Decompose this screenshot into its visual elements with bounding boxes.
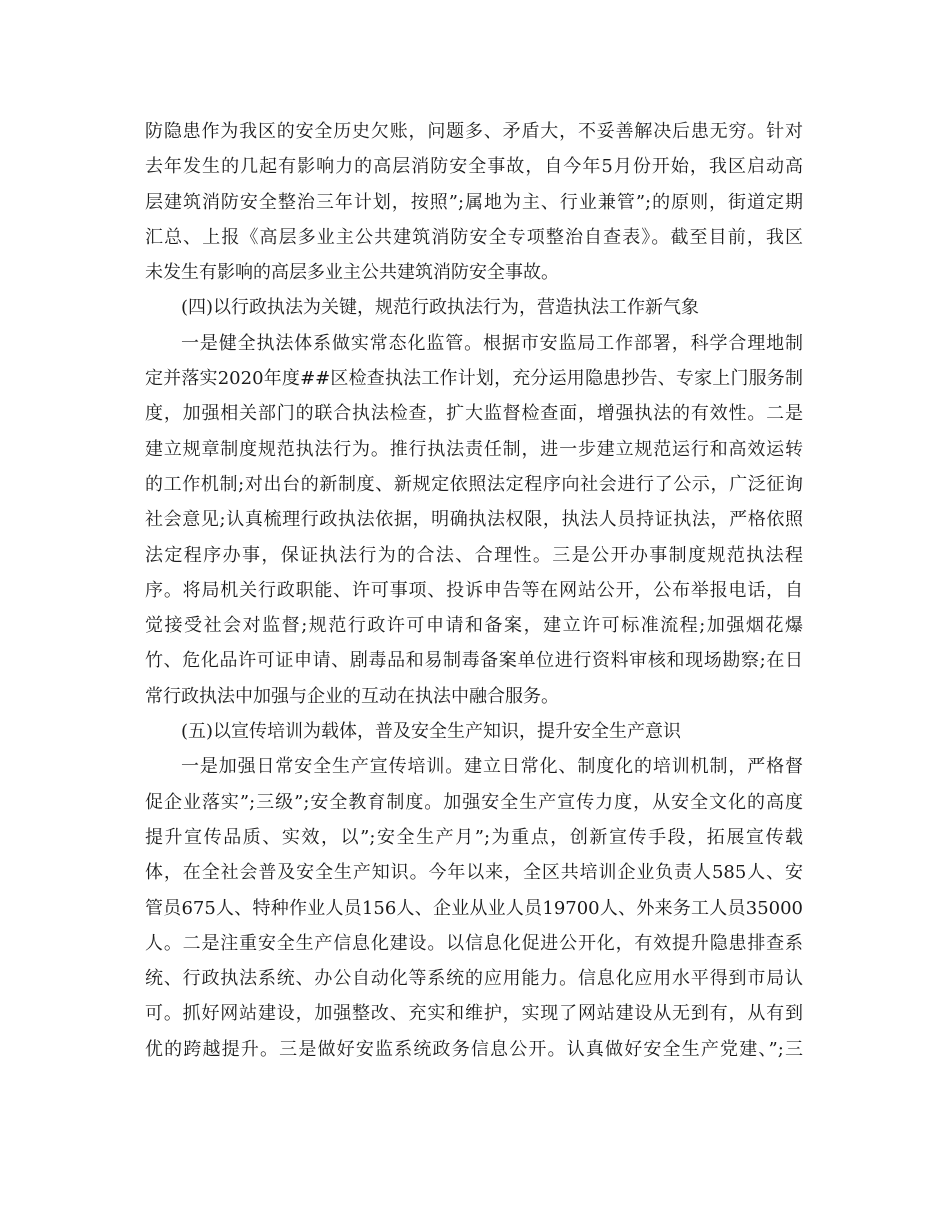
text-line: 防隐患作为我区的安全历史欠账，问题多、矛盾大，不妥善解决后患无穷。针对 bbox=[145, 121, 803, 142]
text-line: 法定程序办事，保证执法行为的合法、合理性。三是公开办事制度规范执法程 bbox=[145, 544, 803, 566]
document-body bbox=[145, 114, 803, 1067]
text-line: 的工作机制;对出台的新制度、新规定依照法定程序向社会进行了公示，广泛征询 bbox=[145, 473, 803, 495]
text-line: 建立规章制度规范执法行为。推行执法责任制，进一步建立规范运行和高效运转 bbox=[145, 438, 803, 460]
text-line: 一是加强日常安全生产宣传培训。建立日常化、制度化的培训机制，严格督 bbox=[181, 756, 803, 778]
text-line: (五)以宣传培训为载体，普及安全生产知识，提升安全生产意识 bbox=[181, 721, 682, 743]
text-line: 常行政执法中加强与企业的互动在执法中融合服务。 bbox=[145, 685, 559, 707]
text-line: 度，加强相关部门的联合执法检查，扩大监督检查面，增强执法的有效性。二是 bbox=[145, 403, 803, 425]
text-line: 优的跨越提升。三是做好安监系统政务信息公开。认真做好安全生产党建、”;三 bbox=[145, 1038, 803, 1060]
text-line: 统、行政执法系统、办公自动化等系统的应用能力。信息化应用水平得到市局认 bbox=[145, 968, 803, 990]
text-line: 定并落实2020年度##区检查执法工作计划，充分运用隐患抄告、专家上门服务制 bbox=[145, 368, 803, 390]
text-line: 管员675人、特种作业人员156人、企业从业人员19700人、外来务工人员35000 bbox=[145, 897, 803, 919]
text-line: (四)以行政执法为关键，规范行政执法行为，营造执法工作新气象 bbox=[181, 297, 700, 319]
text-line: 体，在全社会普及安全生产知识。今年以来，全区共培训企业负责人585人、安 bbox=[145, 862, 803, 884]
text-line: 层建筑消防安全整治三年计划，按照”;属地为主、行业兼管”;的原则，街道定期 bbox=[145, 191, 803, 213]
text-line: 竹、危化品许可证申请、剧毒品和易制毒备案单位进行资料审核和现场勘察;在日 bbox=[145, 650, 803, 672]
text-line: 汇总、上报《高层多业主公共建筑消防安全专项整治自查表》。截至目前，我区 bbox=[145, 226, 803, 248]
text-line: 人。二是注重安全生产信息化建设。以信息化促进公开化，有效提升隐患排查系 bbox=[145, 932, 803, 954]
text-line: 一是健全执法体系做实常态化监管。根据市安监局工作部署，科学合理地制 bbox=[181, 332, 803, 354]
text-line: 可。抓好网站建设，加强整改、充实和维护，实现了网站建设从无到有，从有到 bbox=[145, 1003, 803, 1025]
text-line: 序。将局机关行政职能、许可事项、投诉申告等在网站公开，公布举报电话，自 bbox=[145, 579, 803, 601]
text-line: 提升宣传品质、实效，以”;安全生产月”;为重点，创新宣传手段，拓展宣传载 bbox=[145, 826, 803, 848]
text-line: 去年发生的几起有影响力的高层消防安全事故，自今年5月份开始，我区启动高 bbox=[145, 156, 803, 178]
text-line: 未发生有影响的高层多业主公共建筑消防安全事故。 bbox=[145, 262, 559, 284]
text-line: 社会意见;认真梳理行政执法依据，明确执法权限，执法人员持证执法，严格依照 bbox=[145, 509, 803, 531]
text-line: 觉接受社会对监督;规范行政许可申请和备案，建立许可标准流程;加强烟花爆 bbox=[145, 615, 803, 637]
text-line: 促企业落实”;三级”;安全教育制度。加强安全生产宣传力度，从安全文化的高度 bbox=[145, 791, 803, 813]
